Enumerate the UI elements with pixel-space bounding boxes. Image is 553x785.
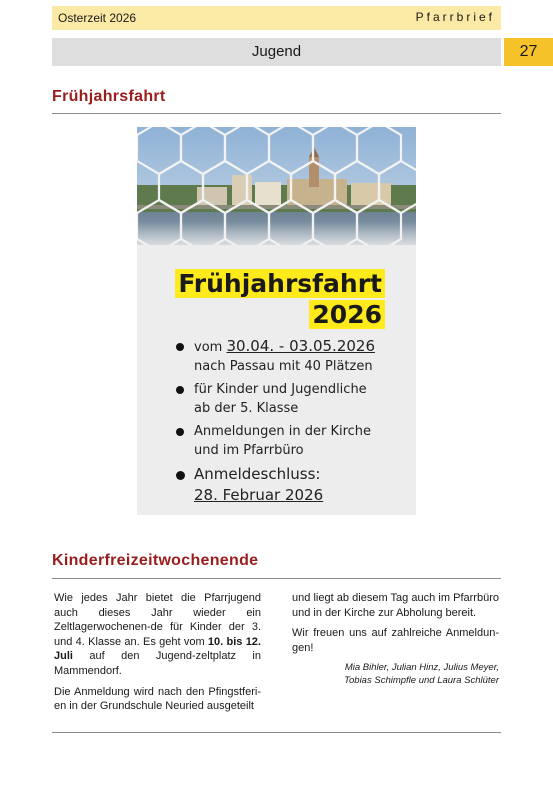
divider — [52, 113, 501, 114]
poster-item-text: Anmeldungen in der Kirche — [194, 424, 372, 439]
poster-item-text: vom — [194, 340, 227, 355]
section-title: Jugend — [251, 43, 302, 60]
bottom-divider — [52, 732, 501, 733]
page-number: 27 — [504, 38, 553, 66]
poster-item-deadline — [176, 464, 406, 506]
poster-list — [176, 337, 406, 510]
section-bar — [52, 38, 501, 66]
paragraph — [54, 591, 261, 679]
paragraph: und liegt ab diesem Tag auch im Pfarrbüro und in der Kirche zur Abholung bereit. — [292, 592, 499, 619]
poster-item-text: und im Pfarrbüro — [194, 443, 304, 458]
poster-dates: 30.04. - 03.05.2026 — [226, 337, 375, 355]
article-column-right — [292, 591, 499, 687]
poster-item-audience — [176, 380, 406, 418]
poster-title — [170, 268, 385, 330]
poster-item-dates — [176, 337, 406, 376]
header-bar — [52, 6, 501, 30]
text: auf den Jugend-zeltplatz in Mammendorf. — [54, 650, 261, 677]
poster-title-line2: 2026 — [309, 300, 385, 329]
paragraph: Die Anmeldung wird nach den Pfingstferi-en in der Grundschule Neuried ausgeteilt — [54, 685, 261, 713]
poster-deadline-date: 28. Februar 2026 — [194, 486, 324, 504]
poster-item-registration — [176, 422, 406, 460]
article-heading-kinderfreizeit: Kinderfreizeitwochenende — [52, 552, 259, 569]
signature-line: Mia Bihler, Julian Hinz, Julius Meyer, — [344, 662, 499, 674]
date-range: 10. bis 12. Juli — [54, 635, 261, 663]
article-heading-fruehjahrsfahrt: Frühjahrsfahrt — [52, 88, 166, 105]
text: Wie jedes Jahr bietet die Pfarrjugend auch dieses Jahr wieder ein Zeltlagerwochenen-de für Kinder der 3. und 4. Klasse an. Es geht vom — [54, 592, 261, 648]
poster-title-line1: Frühjahrsfahrt — [175, 269, 385, 298]
signature-line: Tobias Schimpfle und Laura Schlüter — [344, 675, 499, 687]
poster-item-text: nach Passau mit 40 Plätzen — [194, 359, 373, 374]
article-column-left — [54, 591, 261, 720]
poster-item-text: für Kinder und Jugendliche — [194, 382, 367, 397]
signature — [292, 661, 499, 687]
paragraph: Wir freuen uns auf zahlreiche Anmeldun-gen! — [292, 627, 499, 654]
divider — [52, 578, 501, 579]
header-issue: Osterzeit 2026 — [58, 11, 137, 25]
poster-item-text: ab der 5. Klasse — [194, 401, 299, 416]
header-publication: Pfarrbrief — [415, 10, 495, 24]
poster-item-text: Anmeldeschluss: — [194, 465, 321, 483]
